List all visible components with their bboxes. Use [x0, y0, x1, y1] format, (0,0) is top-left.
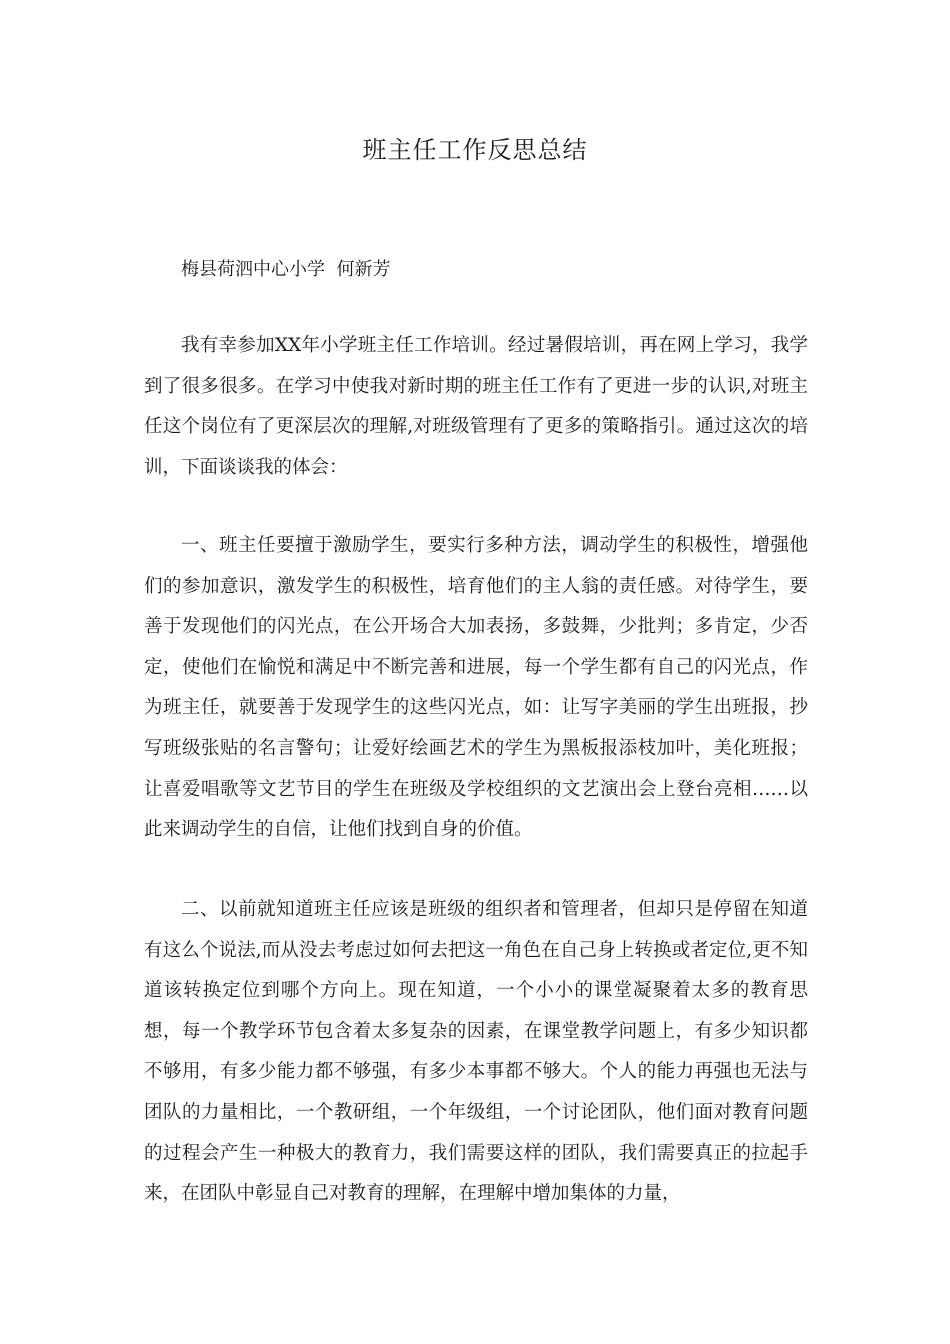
- author-line: 梅县荷泗中心小学 何新芳: [181, 259, 391, 280]
- paragraph-intro: 我有幸参加XX年小学班主任工作培训。经过暑假培训，再在网上学习，我学到了很多很多。在学习中使我对新时期的班主任工作有了更进一步的认识,对班主任这个岗位有了更深层次的理解,对班级管理有了更多的策略指引。通过这次的培训，下面谈谈我的体会：: [144, 335, 808, 478]
- paragraph-point-two: 二、以前就知道班主任应该是班级的组织者和管理者，但却只是停留在知道有这么个说法,而从没去考虑过如何去把这一角色在自己身上转换或者定位,更不知道该转换定位到哪个方向上。现在知道，一个小小的课堂凝聚着太多的教育思想，每一个教学环节包含着太多复杂的因素，在课堂教学问题上，有多少知识都不够用，有多少能力都不够强，有多少本事都不够大。个人的能力再强也无法与团队的力量相比，一个教研组，一个年级组，一个讨论团队，他们面对教育问题的过程会产生一种极大的教育力，我们需要这样的团队，我们需要真正的拉起手来，在团队中彰显自己对教育的理解，在理解中增加集体的力量，: [144, 899, 808, 1205]
- paragraph-point-one: 一、班主任要擅于激励学生，要实行多种方法，调动学生的积极性，增强他们的参加意识，激发学生的积极性，培育他们的主人翁的责任感。对待学生，要善于发现他们的闪光点，在公开场合大加表扬，多鼓舞，少批判；多肯定，少否定，使他们在愉悦和满足中不断完善和进展，每一个学生都有自己的闪光点，作为班主任，就要善于发现学生的这些闪光点，如：让写字美丽的学生出班报，抄写班级张贴的名言警句；让爱好绘画艺术的学生为黑板报添枝加叶，美化班报；让喜爱唱歌等文艺节目的学生在班级及学校组织的文艺演出会上登台亮相……以此来调动学生的自信，让他们找到自身的价值。: [144, 535, 808, 841]
- document-title: 班主任工作反思总结: [362, 136, 588, 164]
